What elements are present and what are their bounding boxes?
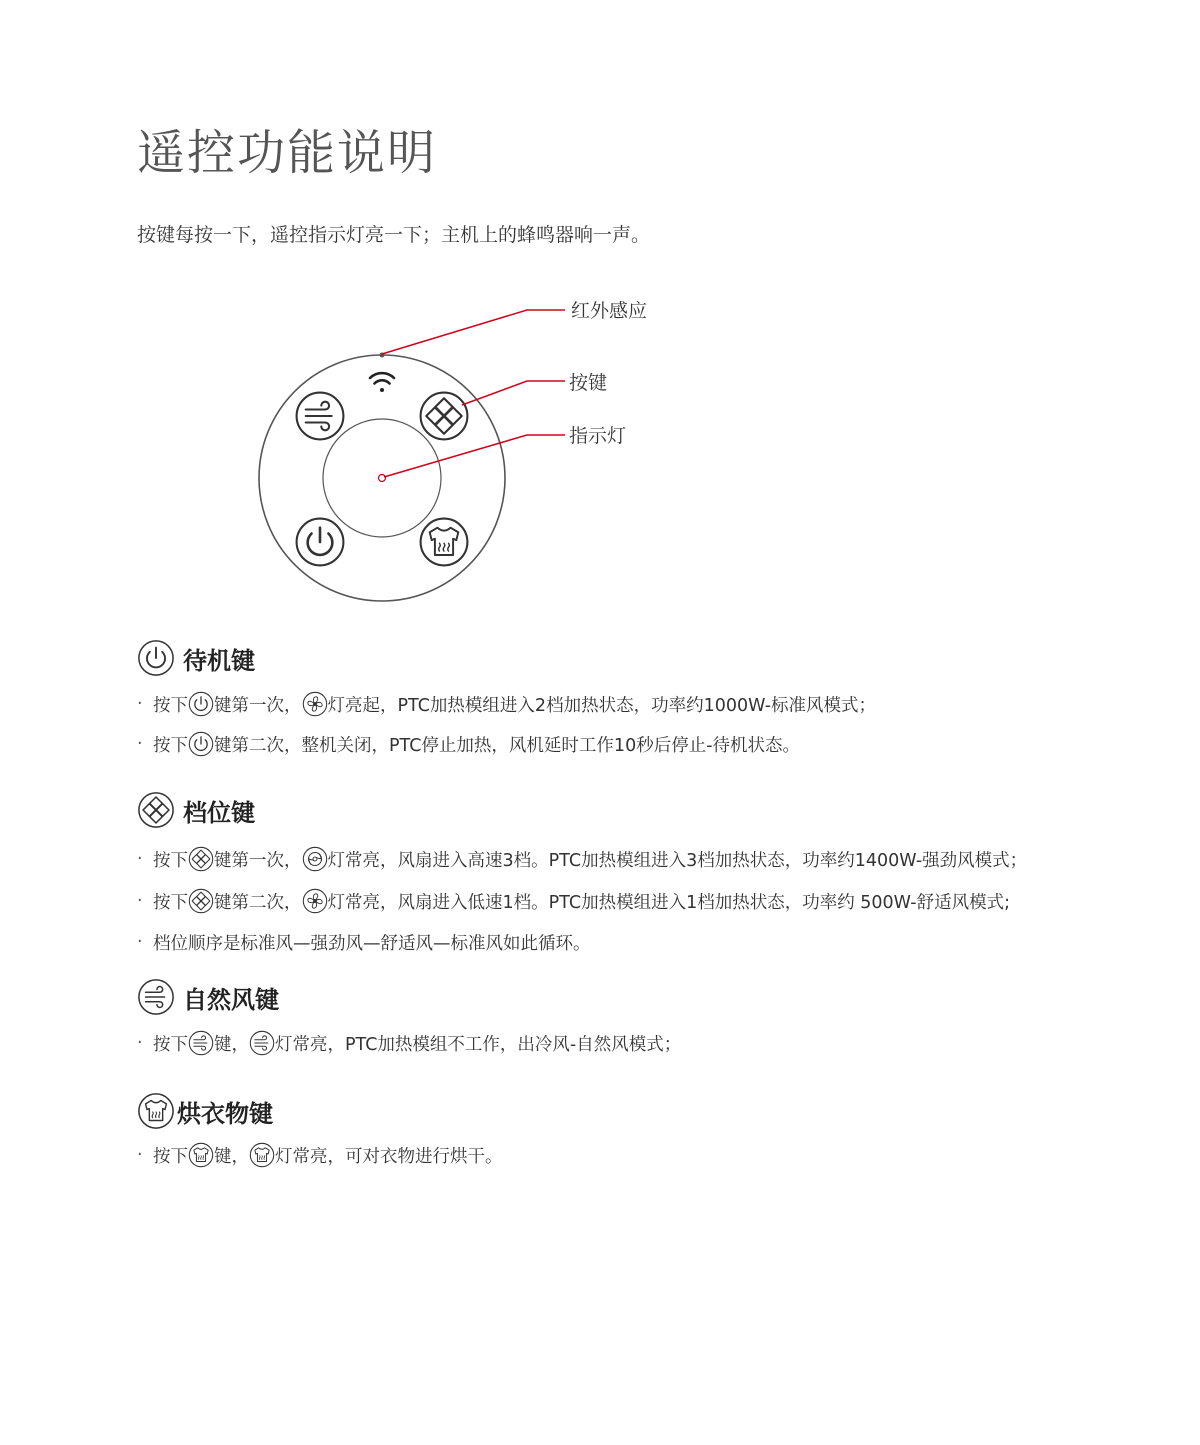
wind-icon <box>188 1030 214 1056</box>
page-title: 遥控功能说明 <box>137 125 438 181</box>
section-natural-wind <box>137 977 1137 1063</box>
list-item: · 按下 键第二次，整机关闭，PTC停止加热，风机延时工作10秒后停止-待机状态。 <box>137 724 1137 764</box>
gear-icon <box>137 791 175 829</box>
section-dry-clothes <box>137 1091 1137 1175</box>
section-gear <box>137 790 1137 962</box>
wind-icon <box>249 1030 275 1056</box>
wind-icon <box>137 978 175 1016</box>
list-item: · 按下 键， 灯常亮，可对衣物进行烘干。 <box>137 1135 1137 1175</box>
list-item: · 按下 键第一次， 灯常亮，风扇进入高速3档。PTC加热模组进入3档加热状态，功率约1400W-强劲风模式； <box>137 838 1137 880</box>
label-indicator: 指示灯 <box>569 425 627 447</box>
swirl-icon <box>302 846 328 872</box>
section-title: 烘衣物键 <box>177 1099 273 1128</box>
label-ir: 红外感应 <box>571 300 648 322</box>
list-item: · 按下 键， 灯常亮，PTC加热模组不工作，出冷风-自然风模式； <box>137 1023 1137 1063</box>
list-item: · 按下 键第二次， 灯常亮，风扇进入低速1档。PTC加热模组进入1档加热状态，功率约 500W-舒适风模式; <box>137 880 1137 922</box>
wind-button-icon <box>297 393 344 440</box>
power-icon <box>188 731 214 757</box>
power-button-icon <box>297 519 344 566</box>
fan-icon <box>302 691 328 717</box>
power-icon <box>188 691 214 717</box>
shirt-icon <box>137 1092 175 1130</box>
shirt-button-icon <box>421 519 468 566</box>
fan-icon <box>302 888 328 914</box>
power-icon <box>137 639 175 677</box>
section-title: 档位键 <box>183 798 255 827</box>
section-title: 自然风键 <box>183 985 279 1014</box>
callout-line-ir <box>382 310 565 354</box>
list-item: · 按下 键第一次， 灯亮起，PTC加热模组进入2档加热状态，功率约1000W-标准风模式； <box>137 684 1137 724</box>
intro-text: 按键每按一下，遥控指示灯亮一下；主机上的蜂鸣器响一声。 <box>137 224 651 246</box>
label-button: 按键 <box>569 372 608 394</box>
shirt-icon <box>249 1142 275 1168</box>
gear-icon <box>188 888 214 914</box>
remote-diagram <box>0 0 1200 620</box>
gear-button-icon <box>421 393 468 440</box>
section-title: 待机键 <box>183 646 255 675</box>
section-standby <box>137 638 1137 764</box>
shirt-icon <box>188 1142 214 1168</box>
list-item: · 档位顺序是标准风—强劲风—舒适风—标准风如此循环。 <box>137 932 591 954</box>
gear-icon <box>188 846 214 872</box>
indicator-light <box>379 475 386 482</box>
